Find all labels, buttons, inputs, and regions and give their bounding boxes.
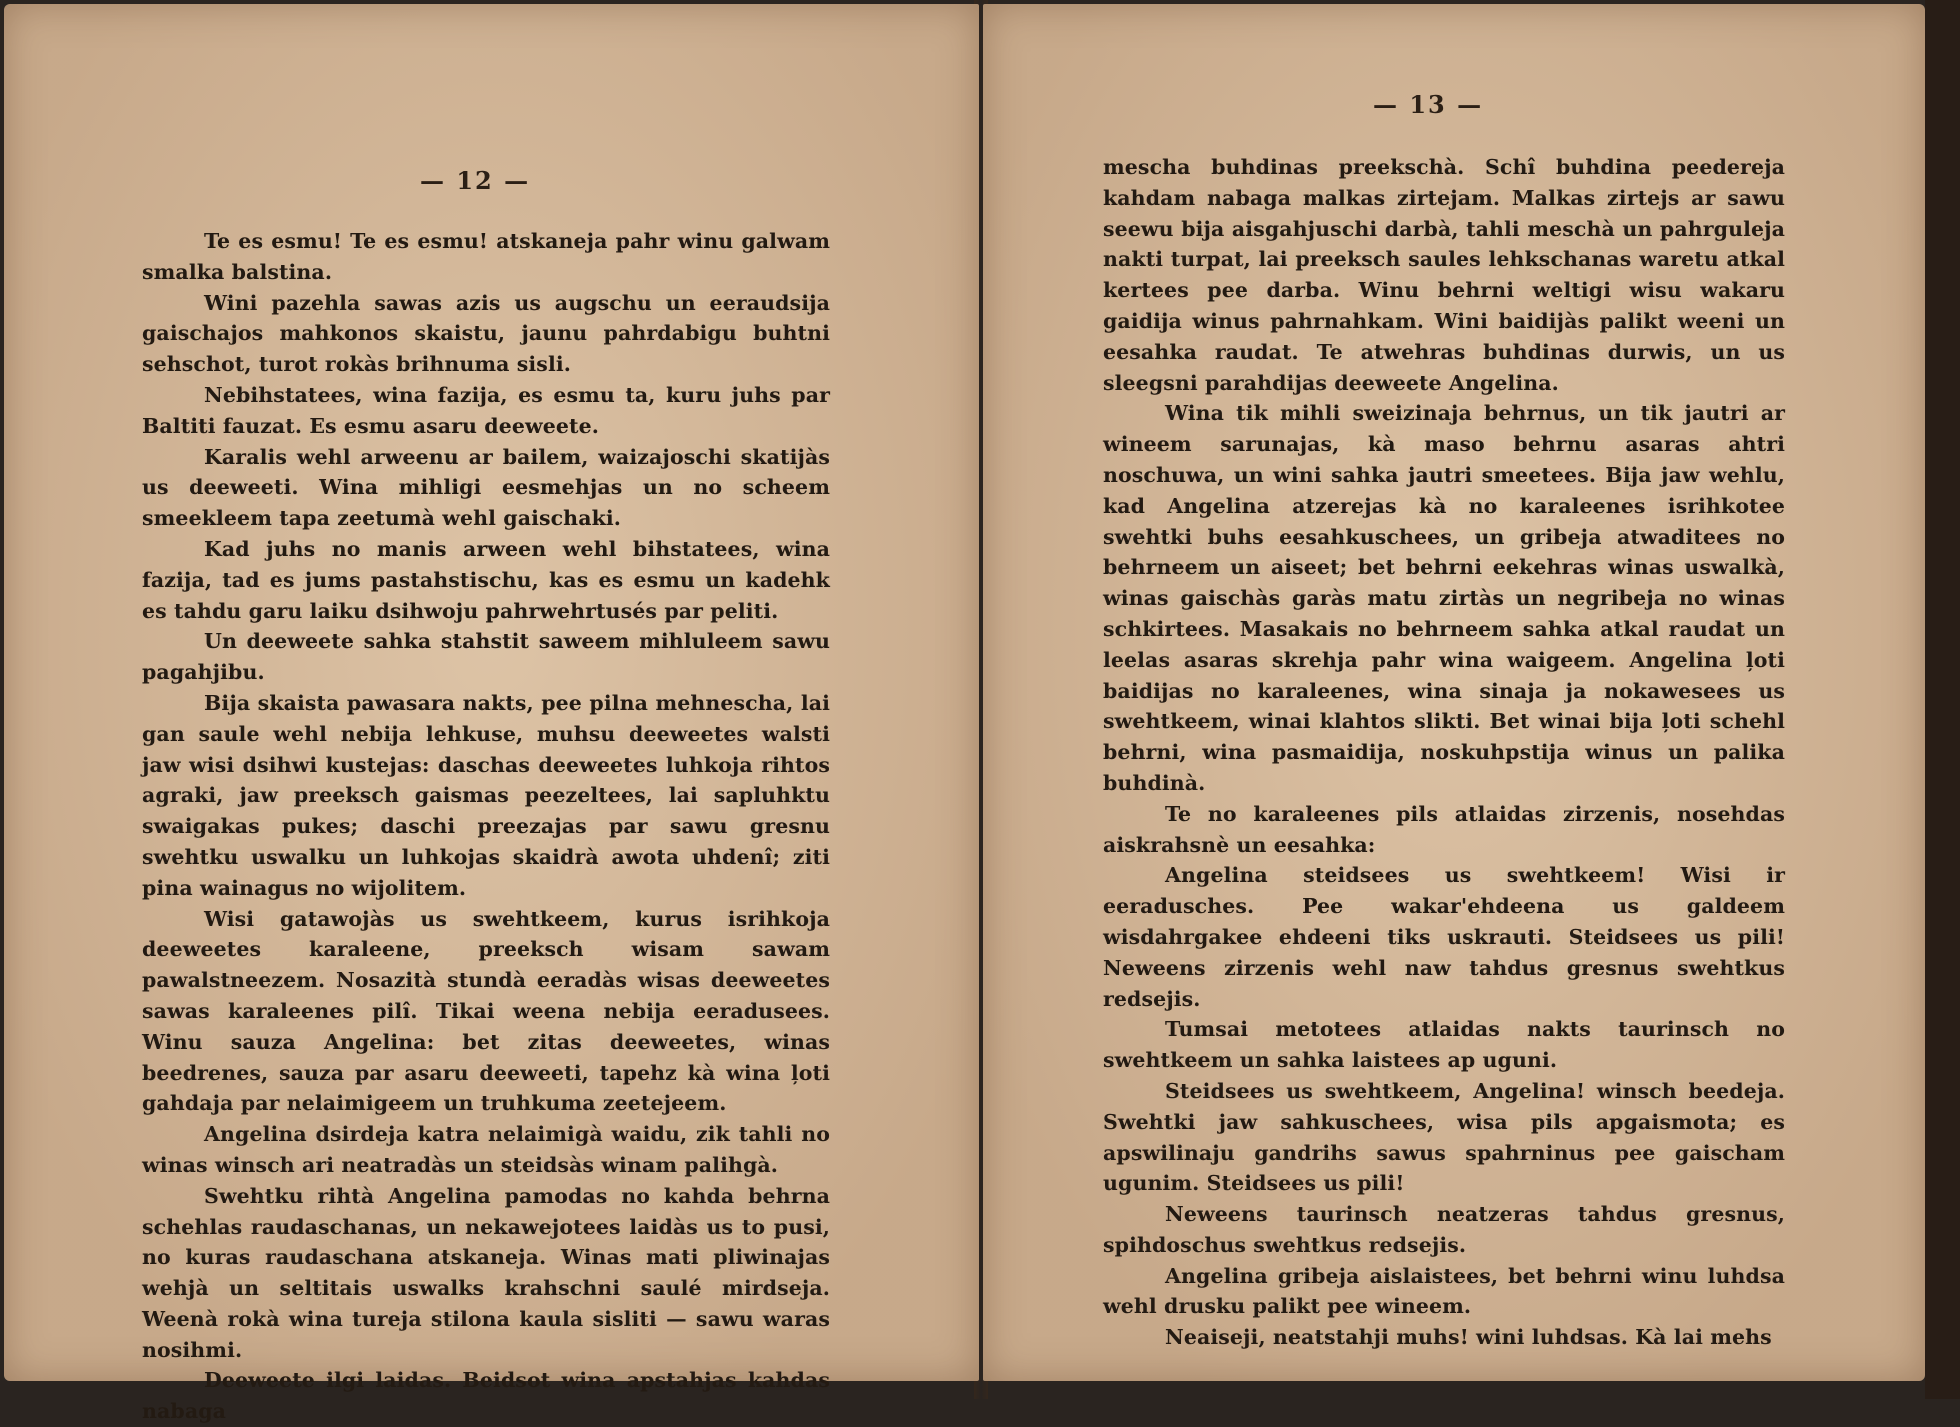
- left-page-text: [142, 226, 830, 1427]
- page-edge-right: [1925, 0, 1960, 1399]
- paragraph: Te no karaleenes pils atlaidas zirzenis, nosehdas aiskrahsnè un eesahka:: [1103, 801, 1785, 857]
- page-number-13: — 13 —: [1373, 90, 1484, 119]
- paragraph: Bija skaista pawasara nakts, pee pilna mehnescha, lai gan saule wehl nebija lehkuse, muhsu deeweetes walsti jaw wisi dsihwi kustejas: daschas deeweetes luhkoja rihtos agraki, jaw preeksch gaismas peezeltees, lai sapluhktu swaigakas pukes; daschi preezajas par sawu gresnu swehtku uswalku un luhkojas skaidrà awota uhdenî; ziti pina wainagus no wijolitem.: [142, 690, 830, 900]
- paragraph: Kad juhs no manis arween wehl bihstatees, wina fazija, tad es jums pastahstischu, kas es esmu un kadehk es tahdu garu laiku dsihwoju pahrwehrtusés par peliti.: [142, 536, 830, 623]
- paragraph: Neaiseji, neatstahji muhs! wini luhdsas. Kà lai mehs: [1165, 1325, 1772, 1350]
- paragraph: Te es esmu! Te es esmu! atskaneja pahr winu galwam smalka balstina.: [142, 229, 830, 284]
- paragraph: Tumsai metotees atlaidas nakts taurinsch no swehtkeem un sahka laistees ap uguni.: [1103, 1017, 1785, 1073]
- paragraph: Un deeweete sahka stahstit saweem mihluleem sawu pagahjibu.: [142, 629, 830, 685]
- paragraph: mescha buhdinas preekschà. Schî buhdina peedereja kahdam nabaga malkas zirtejam. Malkas zirtejs ar sawu seewu bija aisgahjuschi darbà, tahli meschà un pahrguleja nakti turpat, lai preeksch saules lehkschanas waretu atkal kertees pee darba. Winu behrni weltigi wisu wakaru gaidija winus pahrnahkam. Wini baidijàs palikt weeni un eesahka raudat. Te atwehras buhdinas durwis, un us sleegsni parahdijas deeweete Angelina.: [1103, 155, 1785, 395]
- page-number-12: — 12 —: [420, 166, 531, 195]
- left-page: [4, 4, 979, 1424]
- right-page-text: [1103, 152, 1785, 1353]
- paragraph: Steidsees us swehtkeem, Angelina! winsch beedeja. Swehtki jaw sahkuschees, wisa pils apgaismota; es apswilinaju gandrihs sawus spahrninus pee gaischam ugunim. Steidsees us pili!: [1103, 1078, 1785, 1196]
- paragraph: Wisi gatawojàs us swehtkeem, kurus isrihkoja deeweetes karaleene, preeksch wisam sawam pawalstneezem. Nosazità stundà eeradàs wisas deeweetes sawas karaleenes pilî. Tikai weena nebija eeradusees. Winu sauza Angelina: bet zitas deeweetes, winas beedrenes, sauza par asaru deeweeti, tapehz kà wina ļoti gahdaja par nelaimigeem un truhkuma zeetejeem.: [142, 906, 830, 1116]
- paragraph: Deeweete ilgi laidas. Beidsot wina apstahjas kahdas nabaga: [142, 1368, 830, 1424]
- paragraph: Wina tik mihli sweizinaja behrnus, un tik jautri ar wineem sarunajas, kà maso behrnu asaras ahtri noschuwa, un wini sahka jautri smeetees. Bija jaw wehlu, kad Angelina atzerejas kà no karaleenes isrihkotee swehtki buhs eesahkuschees, un gribeja atwaditees no behrneem un aiseet; bet behrni eekehras winas uswalkà, winas gaischàs garàs matu zirtàs un negribeja no winas schkirtees. Masakais no behrneem sahka atkal raudat un leelas asaras skrehja pahr wina waigeem. Angelina ļoti baidijas no karaleenes, wina sinaja ja nokawesees us swehtkeem, winai klahtos slikti. Bet winai bija ļoti schehl behrni, wina pasmaidija, noskuhpstija winus un palika buhdinà.: [1103, 401, 1785, 795]
- paragraph: Neweens taurinsch neatzeras tahdus gresnus, spihdoschus swehtkus redsejis.: [1103, 1202, 1785, 1257]
- paragraph: Angelina gribeja aislaistees, bet behrni winu luhdsa wehl drusku palikt pee wineem.: [1103, 1263, 1785, 1319]
- paragraph: Angelina dsirdeja katra nelaimigà waidu, zik tahli no winas winsch ari neatradàs un steidsàs winam palihgà.: [142, 1122, 830, 1177]
- right-page: [983, 4, 1925, 1381]
- paragraph: Karalis wehl arweenu ar bailem, waizajoschi skatijàs us deeweeti. Wina mihligi eesmehjas un no scheem smeekleem tapa zeetumà wehl gaischaki.: [142, 444, 830, 531]
- paragraph: Wini pazehla sawas azis us augschu un eeraudsija gaischajos mahkonos skaistu, jaunu pahrdabigu buhtni sehschot, turot rokàs brihnuma sisli.: [142, 290, 830, 377]
- paragraph: Angelina steidsees us swehtkeem! Wisi ir eeradusches. Pee wakar'ehdeena us galdeem wisdahrgakee ehdeeni tiks uskrauti. Steidsees us pili! Neweens zirzenis wehl naw tahdus gresnus swehtkus redsejis.: [1103, 863, 1785, 1011]
- paragraph: Swehtku rihtà Angelina pamodas no kahda behrna schehlas raudaschanas, un nekawejotees laidàs us to pusi, no kuras raudaschana atskaneja. Winas mati pliwinajas wehjà un seltitais uswalks krahschni saulé mirdseja. Weenà rokà wina tureja stilona kaula sisliti — sawu waras nosihmi.: [142, 1183, 830, 1362]
- paragraph: Nebihstatees, wina fazija, es esmu ta, kuru juhs par Baltiti fauzat. Es esmu asaru deeweete.: [142, 382, 830, 438]
